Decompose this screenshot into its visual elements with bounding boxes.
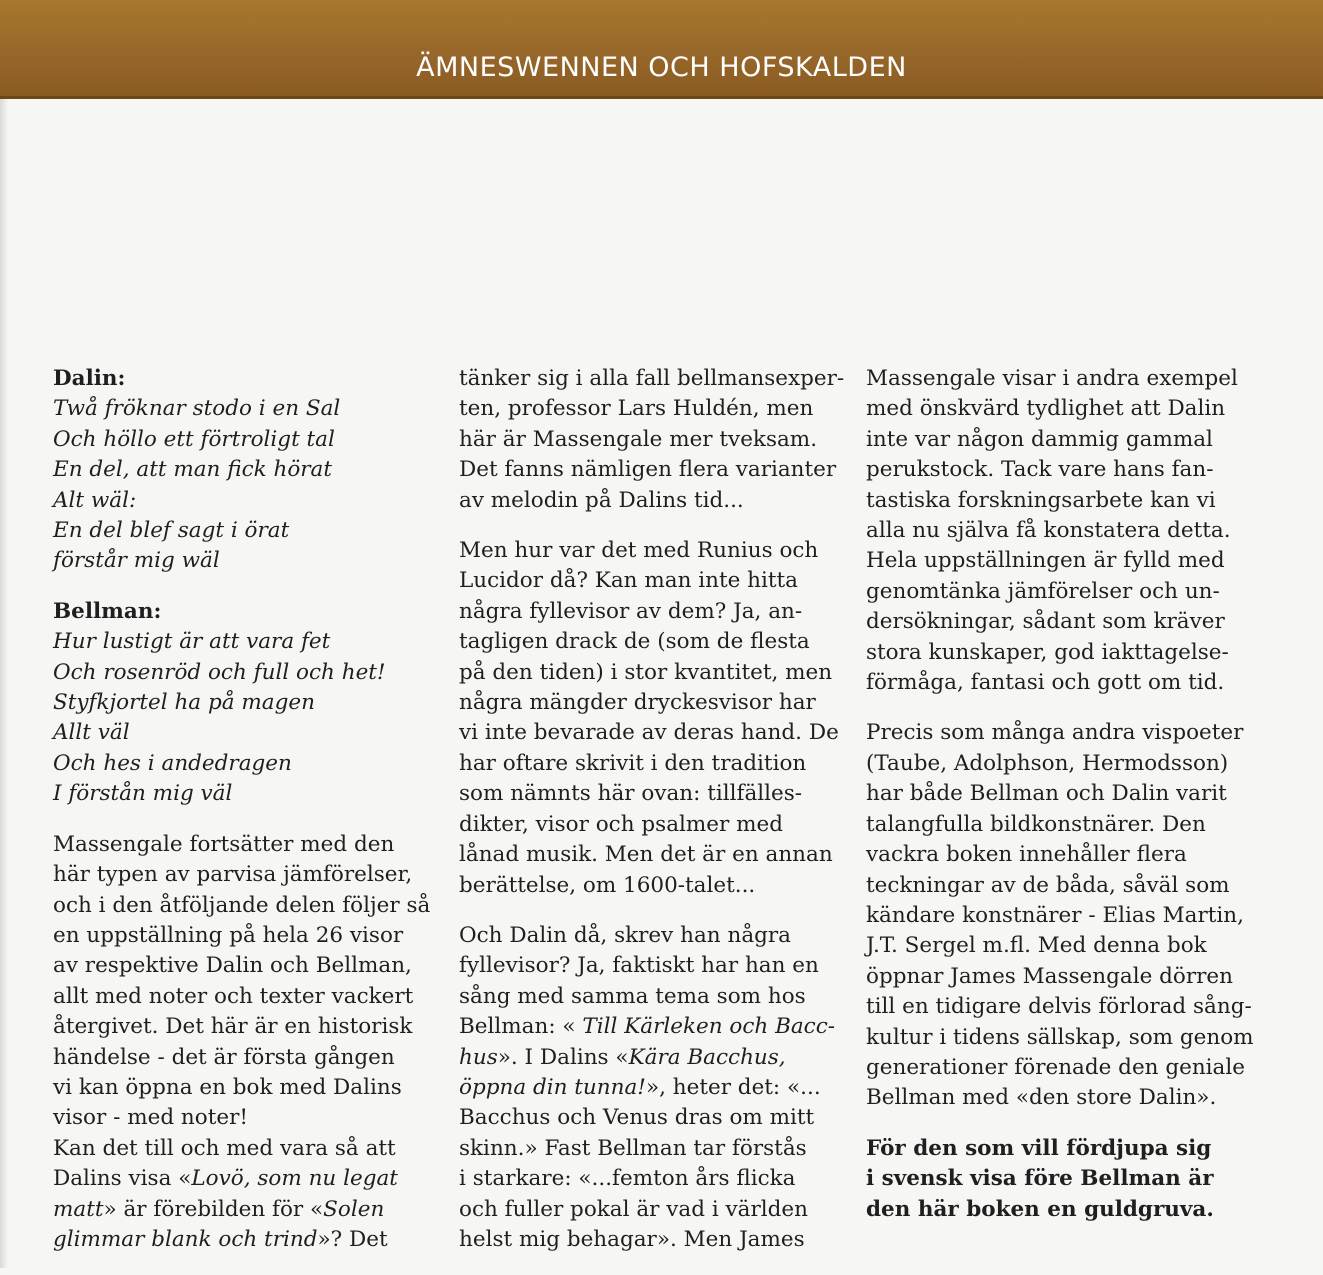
text-line: Det fanns nämligen flera varianter: [459, 457, 837, 483]
song-title: Solen: [323, 1196, 385, 1222]
text-line: [53, 1195, 438, 1225]
text-line: har både Bellman och Dalin varit: [866, 781, 1227, 807]
page-fold-shadow: [0, 99, 8, 1268]
text-line: öppnar James Massengale dörren: [866, 963, 1233, 989]
text-line: [459, 1043, 849, 1073]
text-line: vi kan öppna en bok med Dalins: [53, 1074, 402, 1100]
closing-statement: [866, 1134, 1261, 1225]
text-line: här är Massengale mer tveksam.: [459, 426, 818, 452]
verse-line: En del, att man fick hörat: [53, 457, 332, 483]
body-paragraph: [459, 921, 849, 1255]
text-line: vi inte bevarade av deras hand. De: [459, 720, 839, 746]
text-line: helst mig behagar». Men James: [459, 1226, 805, 1252]
song-title: hus: [459, 1044, 498, 1070]
text-fragment: ». I Dalins «: [497, 1044, 629, 1070]
text-line: kultur i tidens sällskap, som genom: [866, 1024, 1254, 1050]
page-title: ÄMNESWENNEN OCH HOFSKALDEN: [416, 52, 907, 83]
text-line: händelse - det är första gången: [53, 1044, 395, 1070]
text-line: Bacchus och Venus dras om mitt: [459, 1105, 815, 1131]
text-line: inte var någon dammig gammal: [866, 426, 1213, 452]
verse-bellman: [53, 597, 438, 810]
text-fragment: »? Det: [317, 1226, 388, 1252]
song-title: Lovö, som nu legat: [191, 1166, 398, 1192]
verse-line: förstår mig wäl: [53, 548, 220, 574]
body-paragraph: [459, 364, 849, 516]
text-line: med önskvärd tydlighet att Dalin: [866, 396, 1226, 422]
text-line: Lucidor då? Kan man inte hitta: [459, 568, 798, 594]
text-line: visor - med noter!: [53, 1105, 248, 1131]
verse-line: Hur lustigt är att vara fet: [53, 629, 331, 655]
text-line: till en tidigare delvis förlorad sång-: [866, 994, 1252, 1020]
text-line: vackra boken innehåller flera: [866, 842, 1187, 868]
text-line: generationer förenade den geniale: [866, 1054, 1245, 1080]
text-line: perukstock. Tack vare hans fan-: [866, 457, 1214, 483]
text-line: teckningar av de båda, såväl som: [866, 872, 1230, 898]
text-line: Kan det till och med vara så att: [53, 1135, 396, 1161]
text-line: av melodin på Dalins tid...: [459, 487, 744, 513]
text-fragment: », heter det: «...: [645, 1074, 821, 1100]
text-line: kändare konstnärer - Elias Martin,: [866, 902, 1244, 928]
text-line: allt med noter och texter vackert: [53, 983, 414, 1009]
text-fragment: Dalins visa «: [53, 1166, 192, 1192]
text-line: sång med samma tema som hos: [459, 983, 806, 1009]
verse-line: Och hes i andedragen: [53, 750, 292, 776]
verse-line: Styfkjortel ha på magen: [53, 690, 315, 716]
text-line: berättelse, om 1600-talet...: [459, 872, 756, 898]
column-3: [866, 364, 1261, 1245]
verse-dalin: [53, 364, 438, 577]
text-line: tänker sig i alla fall bellmansexper-: [459, 366, 845, 391]
verse-speaker: Dalin:: [53, 366, 126, 391]
body-paragraph: [53, 830, 438, 1134]
verse-line: I förstån mig väl: [53, 781, 233, 807]
text-line: talangfulla bildkonstnärer. Den: [866, 811, 1206, 837]
text-fragment: » är förebilden för «: [103, 1196, 324, 1222]
text-line: en uppställning på hela 26 visor: [53, 922, 404, 948]
text-line: har oftare skrivit i den tradition: [459, 750, 807, 776]
text-line: Hela uppställningen är fylld med: [866, 548, 1225, 574]
verse-line: Allt väl: [53, 720, 130, 746]
header-banner: [0, 0, 1323, 99]
text-line: genomtänka jämförelser och un-: [866, 578, 1220, 604]
text-line: och fuller pokal är vad i världen: [459, 1196, 808, 1222]
text-line: fyllevisor? Ja, faktiskt har han en: [459, 953, 819, 979]
text-line: [53, 1225, 438, 1255]
text-line: Bellman med «den store Dalin».: [866, 1085, 1217, 1111]
verse-line: Och rosenröd och full och het!: [53, 659, 386, 685]
text-line: lånad musik. Men det är en annan: [459, 842, 833, 868]
text-line: några mängder dryckesvisor har: [459, 690, 816, 716]
song-title: matt: [53, 1196, 104, 1222]
text-line: [459, 1073, 849, 1103]
text-line: (Taube, Adolphson, Hermodsson): [866, 750, 1229, 776]
text-line: dikter, visor och psalmer med: [459, 811, 783, 837]
text-line: skinn.» Fast Bellman tar förstås: [459, 1135, 807, 1161]
text-line: ten, professor Lars Huldén, men: [459, 396, 814, 422]
text-line: återgivet. Det här är en historisk: [53, 1014, 413, 1040]
verse-speaker: Bellman:: [53, 598, 162, 624]
verse-line: Och höllo ett förtroligt tal: [53, 426, 335, 452]
text-line: den här boken en guldgruva.: [866, 1196, 1214, 1222]
text-line: stora kunskaper, god iakttagelse-: [866, 639, 1229, 665]
text-line: J.T. Sergel m.fl. Med denna bok: [866, 933, 1207, 959]
text-line: För den som vill fördjupa sig: [866, 1135, 1212, 1161]
text-line: alla nu själva få konstatera detta.: [866, 518, 1231, 544]
body-paragraph: [459, 536, 849, 901]
column-2: [459, 364, 849, 1275]
text-line: här typen av parvisa jämförelser,: [53, 862, 413, 888]
text-line: Massengale visar i andra exempel: [866, 366, 1238, 391]
text-line: i svensk visa före Bellman är: [866, 1166, 1214, 1192]
song-title: Kära Bacchus,: [628, 1044, 786, 1070]
text-line: några fyllevisor av dem? Ja, an-: [459, 598, 803, 624]
body-paragraph: [866, 718, 1261, 1113]
text-line: som nämnts här ovan: tillfälles-: [459, 781, 803, 807]
text-line: Och Dalin då, skrev han några: [459, 922, 792, 948]
song-title: öppna din tunna!: [459, 1074, 646, 1100]
column-1: [53, 364, 438, 1275]
body-paragraph: [866, 364, 1261, 698]
song-title: Till Kärleken och Bacc-: [582, 1014, 836, 1040]
verse-line: En del blef sagt i örat: [53, 518, 290, 544]
text-line: [459, 1012, 849, 1042]
text-line: tagligen drack de (som de flesta: [459, 629, 810, 655]
text-line: förmåga, fantasi och gott om tid.: [866, 670, 1225, 696]
text-line: Massengale fortsätter med den: [53, 831, 395, 857]
text-line: Men hur var det med Runius och: [459, 538, 819, 564]
text-line: på den tiden) i stor kvantitet, men: [459, 659, 833, 685]
text-line: i starkare: «...femton års flicka: [459, 1166, 796, 1192]
text-line: och i den åtföljande delen följer så: [53, 892, 431, 918]
verse-line: Twå fröknar stodo i en Sal: [53, 396, 341, 422]
text-line: dersökningar, sådant som kräver: [866, 609, 1225, 635]
text-line: tastiska forskningsarbete kan vi: [866, 487, 1216, 513]
text-line: Precis som många andra vispoeter: [866, 720, 1244, 746]
text-line: av respektive Dalin och Bellman,: [53, 953, 412, 979]
body-paragraph: [53, 1134, 438, 1256]
song-title: glimmar blank och trind: [53, 1226, 318, 1252]
text-line: [53, 1164, 438, 1194]
verse-line: Alt wäl:: [53, 487, 137, 513]
text-fragment: Bellman: «: [459, 1014, 583, 1040]
